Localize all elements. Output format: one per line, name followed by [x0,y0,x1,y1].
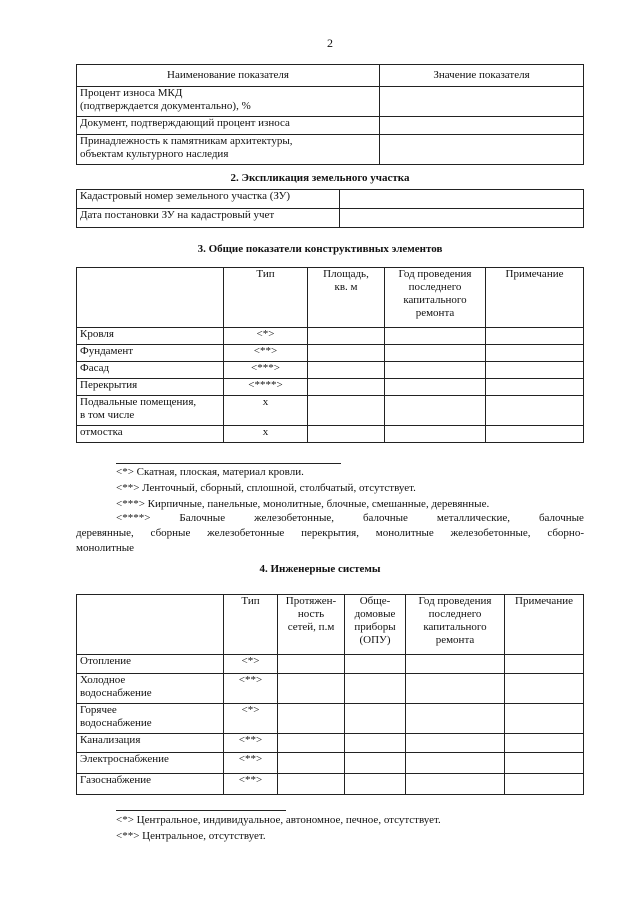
footnote-4-line2: деревянные, сборные железобетонные перекрытия, монолитные железобетонные, сборно- [76,527,584,539]
row-foundation: Фундамент [77,345,224,362]
header-indicator-value: Значение показателя [380,65,584,87]
header-meters: Обще- домовые приборы (ОПУ) [345,595,406,655]
row-cold-water: Холодное водоснабжение [77,674,224,704]
type-code: х [224,426,308,443]
header-indicator-name: Наименование показателя [77,65,380,87]
section3-title: 3. Общие показатели конструктивных элементов [197,243,443,255]
row-basement: Подвальные помещения, в том числе [77,396,224,426]
footnote-4-line1: <****> Балочные железобетонные, балочные металлические, балочные [116,512,584,524]
row-heritage: Принадлежность к памятникам архитектуры, объектам культурного наследия [77,135,380,165]
row-hot-water: Горячее водоснабжение [77,704,224,734]
row-sewerage: Канализация [77,734,224,753]
header-note: Примечание [486,268,584,328]
type-code: <**> [224,734,278,753]
row-facade: Фасад [77,362,224,379]
cell-value [380,117,584,135]
engineering-systems-table [76,594,584,795]
cell-value [380,135,584,165]
header-note: Примечание [505,595,584,655]
header-repair-year: Год проведения последнего капитального ремонта [385,268,486,328]
type-code: <****> [224,379,308,396]
section2-title: 2. Экспликация земельного участка [230,172,410,184]
row-wear-document: Документ, подтверждающий процент износа [77,117,380,135]
type-code: <**> [224,753,278,774]
footnote: <**> Центральное, отсутствует. [116,830,266,842]
type-code: <**> [224,345,308,362]
header-type: Тип [224,595,278,655]
row-gas: Газоснабжение [77,774,224,795]
row-roof: Кровля [77,328,224,345]
row-cadastral-number: Кадастровый номер земельного участка (ЗУ) [77,190,340,209]
type-code: <**> [224,774,278,795]
type-code: <*> [224,704,278,734]
footnote: <***> Кирпичные, панельные, монолитные, блочные, смешанные, деревянные. [116,498,490,510]
cell-value [380,87,584,117]
row-heating: Отопление [77,655,224,674]
row-wear-percent: Процент износа МКД (подтверждается документально), % [77,87,380,117]
footnote: <**> Ленточный, сборный, сплошной, столбчатый, отсутствует. [116,482,416,494]
structural-elements-table [76,267,584,443]
type-code: <***> [224,362,308,379]
type-code: х [224,396,308,426]
footnote-divider [116,463,341,464]
header-area: Площадь, кв. м [308,268,385,328]
footnote: <*> Центральное, индивидуальное, автономное, печное, отсутствует. [116,814,441,826]
header-repair-year: Год проведения последнего капитального ремонта [406,595,505,655]
page-number: 2 [327,36,333,50]
row-electricity: Электроснабжение [77,753,224,774]
section4-title: 4. Инженерные системы [259,563,381,575]
type-code: <*> [224,655,278,674]
header-type: Тип [224,268,308,328]
footnote-divider [116,810,286,811]
header-empty [77,268,224,328]
row-cadastral-date: Дата постановки ЗУ на кадастровый учет [77,209,340,228]
header-network-length: Протяжен- ность сетей, п.м [278,595,345,655]
row-floors: Перекрытия [77,379,224,396]
land-plot-table [76,189,584,228]
type-code: <**> [224,674,278,704]
footnote: <*> Скатная, плоская, материал кровли. [116,466,304,478]
cell-value [340,209,584,228]
row-blind-area: отмостка [77,426,224,443]
header-empty [77,595,224,655]
wear-indicators-table [76,64,584,165]
cell-value [340,190,584,209]
type-code: <*> [224,328,308,345]
footnote-4-line3: монолитные [76,542,135,554]
